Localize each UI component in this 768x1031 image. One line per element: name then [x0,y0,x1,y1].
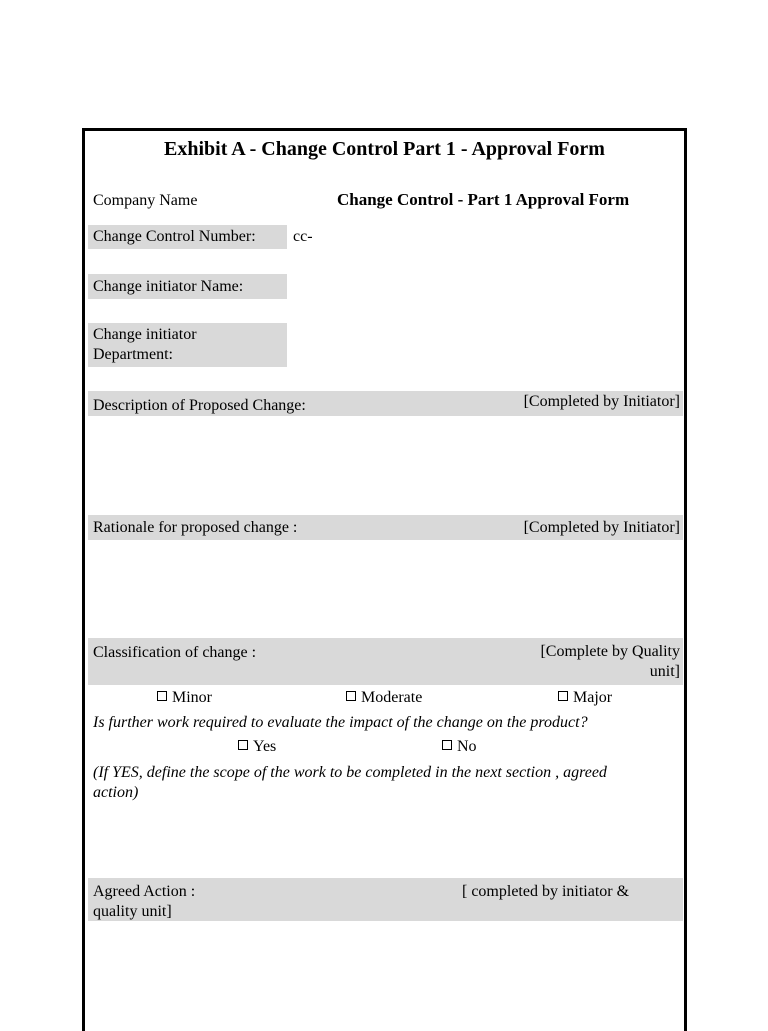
checkbox-icon[interactable] [442,740,452,750]
checkbox-icon[interactable] [238,740,248,750]
classification-section-header [88,638,683,685]
form-name: Change Control - Part 1 Approval Form [337,190,630,209]
rationale-field[interactable] [88,541,683,637]
further-work-no-label: No [457,738,477,755]
initiator-department-field[interactable] [293,323,681,367]
further-work-question: Is further work required to evaluate the impact of the change on the product? [93,714,588,731]
classification-label: Classification of change : [93,644,257,661]
form-title: Exhibit A - Change Control Part 1 - Approval Form [164,138,605,160]
agreed-action-label: Agreed Action : [93,883,196,900]
change-control-number-field[interactable]: cc- [293,228,313,245]
change-control-form [82,128,687,1031]
classification-minor-label: Minor [172,689,212,706]
classification-note-line2: unit] [649,663,680,680]
further-work-instruction-line1: (If YES, define the scope of the work to be completed in the next section , agreed [93,764,607,781]
classification-note [540,642,680,682]
further-work-instruction [93,763,607,803]
checkbox-icon[interactable] [157,691,167,701]
checkbox-icon[interactable] [346,691,356,701]
initiator-department-label-line2: Department: [93,346,173,363]
classification-moderate-option[interactable] [346,688,422,708]
description-section-header [88,391,683,416]
classification-major-option[interactable] [558,688,612,708]
further-work-instruction-line2: action) [93,784,139,801]
initiator-name-field[interactable] [293,274,681,299]
classification-minor-option[interactable] [157,688,212,708]
classification-major-label: Major [573,689,613,706]
rationale-note: [Completed by Initiator] [523,519,680,536]
initiator-name-label: Change initiator Name: [88,274,287,299]
change-control-number-label: Change Control Number: [88,225,287,249]
checkbox-icon[interactable] [558,691,568,701]
description-field[interactable] [88,417,683,513]
rationale-label: Rationale for proposed change : [93,519,298,536]
further-work-yes-option[interactable] [238,737,276,757]
agreed-action-section-header [88,878,683,921]
further-work-yes-label: Yes [253,738,277,755]
agreed-action-note: [ completed by initiator & [462,883,630,900]
company-name-label: Company Name [93,192,198,209]
further-work-no-option[interactable] [442,737,477,757]
agreed-action-note-line2: quality unit] [93,903,172,920]
initiator-department-label [88,323,287,367]
rationale-section-header [88,515,683,540]
initiator-department-label-line1: Change initiator [93,326,197,343]
description-label: Description of Proposed Change: [93,397,306,414]
classification-moderate-label: Moderate [361,689,423,706]
classification-note-line1: [Complete by Quality [540,643,680,660]
description-note: [Completed by Initiator] [523,393,680,410]
